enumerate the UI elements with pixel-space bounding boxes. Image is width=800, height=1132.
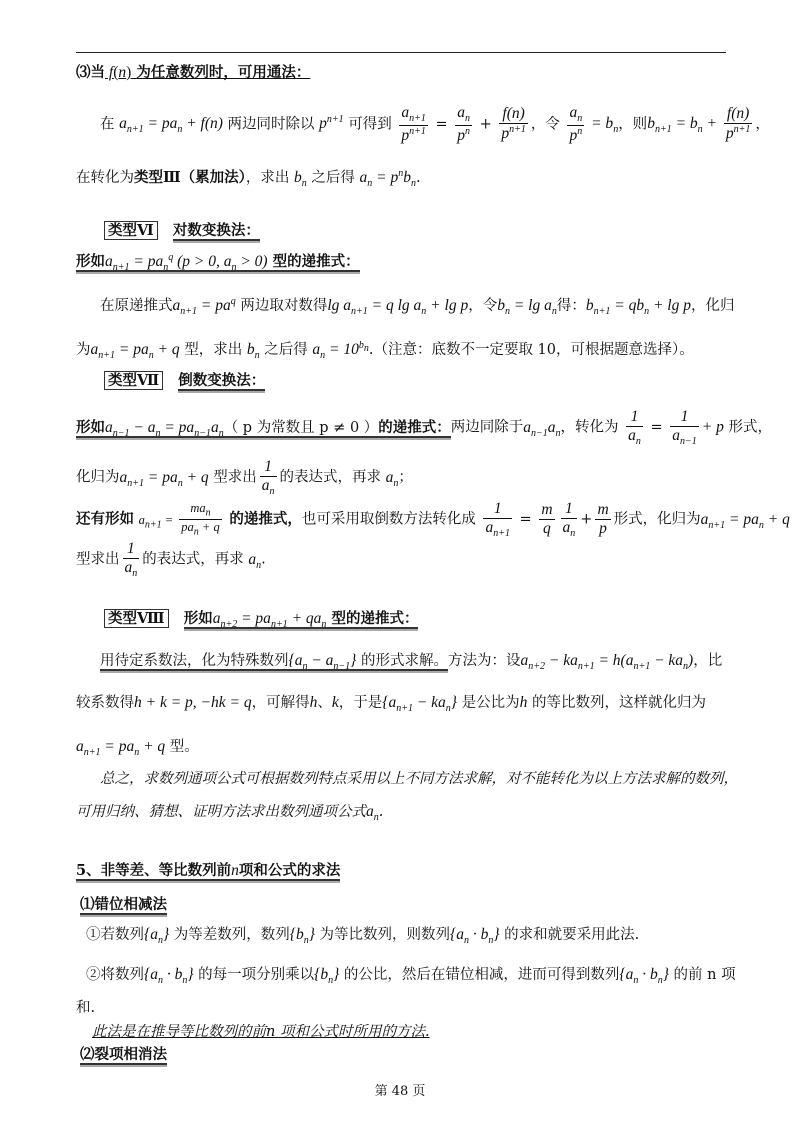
type-7-line-3: 还有形如 $a_{n+1}$ = $\frac{ma_n}{pa_n + q}$ 的递推式，也可采用取倒数方法转化成 $\frac{1}{a_{n+1}}$ = $\frac{m}{q}$ $\frac{1}{a_n}$ + $\frac{m}{p}$ 形式，化归为$a_{n+1} = pa_n + q$ <box>76 500 790 539</box>
section-5-heading: 5、非等差、等比数列前n项和公式的求法 <box>76 862 341 879</box>
type-8-line-1: 用待定系数法，化为特殊数列$\{a_n - a_{n-1}\}$ 的形式求解。方法为：设$a_{n+2} - ka_{n+1} = h(a_{n+1} - ka_n)$，比 <box>100 652 723 673</box>
summary-line-1: 总之，求数列通项公式可根据数列特点采用以上不同方法求解，对不能转化为以上方法求解的数列， <box>100 771 738 787</box>
type-7-heading: 类型Ⅶ 倒数变换法： <box>104 372 754 389</box>
method-note: 此法是在推导等比数列的前n 项和公式时所用的方法. <box>92 1024 430 1040</box>
page-number: 第 48 页 <box>374 1084 426 1099</box>
type-8-line-2: 较系数得h + k = p, −hk = q，可解得h、k，于是$\{a_{n+1} - ka_n\}$ 是公比为h 的等比数列，这样就化归为 <box>76 694 706 715</box>
header-rule <box>76 52 726 53</box>
type-8-tag: 类型Ⅷ <box>104 609 169 628</box>
type-6-heading: 类型Ⅵ 对数变换法： <box>104 222 754 239</box>
subsection-1-heading: ⑴错位相减法 <box>80 896 167 913</box>
type-6-line-1: 在原递推式$a_{n+1} = pa^q$ 两边取对数得$\lg a_{n+1} = q$ $\lg a_n + \lg p$，令$b_n = \lg a_n$得：$b_{n+1} = qb_n + \lg p$，化归 <box>100 296 735 318</box>
type-7-line-1: 形如$a_{n-1} - a_n = pa_{n-1}a_n$（ p 为常数且 p ≠ 0 ）的递推式：两边同除于$a_{n-1}a_n$，转化为 $\frac{1}{a_n}$ = $\frac{1}{a_{n-1}}$ + p 形式， <box>76 408 772 447</box>
type-8-heading: 类型Ⅷ 形如$a_{n+2} = pa_{n+1} + qa_n$ 型的递推式： <box>104 610 754 631</box>
type-6-line-2: 为$a_{n+1} = pa_n + q$ 型，求出 $b_n$ 之后得 $a_n = 10^{b_n}$.（注意：底数不一定要取 10，可根据题意选择）。 <box>76 340 694 362</box>
type-8-line-3: $a_{n+1} = pa_n + q$ 型。 <box>76 738 199 759</box>
section-3-line-2: 在转化为类型Ⅲ（累加法），求出 $b_n$ 之后得 $a_n = p^nb_n$. <box>76 168 421 190</box>
section-3-heading: ⑶当 f(n) 为任意数列时，可用通法： <box>76 64 311 81</box>
section-5-item-1: ①若数列$\{a_n\}$ 为等差数列，数列$\{b_n\}$ 为等比数列，则数列$\{a_n \cdot b_n\}$ 的求和就要采用此法. <box>86 926 640 947</box>
type-7-line-2: 化归为$a_{n+1} = pa_n + q$ 型求出 $\frac{1}{a_n}$ 的表达式，再求 $a_n$； <box>76 458 413 497</box>
section-5-item-2-cont: 和. <box>76 1000 96 1016</box>
section-5-item-2: ②将数列$\{a_n \cdot b_n\}$ 的每一项分别乘以$\{b_n\}$ 的公比，然后在错位相减，进而可得到数列$\{a_n \cdot b_n\}$ 的前 n 项 <box>86 966 736 987</box>
type-7-tag: 类型Ⅶ <box>104 371 163 390</box>
type-6-tag: 类型Ⅵ <box>104 221 158 240</box>
summary-line-2: 可用归纳、猜想、证明方法求出数列通项公式$a_n$. <box>76 803 384 824</box>
type-7-line-4: 型求出 $\frac{1}{a_n}$ 的表达式，再求 $a_n$. <box>76 540 266 579</box>
type-6-form: 形如$a_{n+1} = pa_n^q$ (p > 0, $a_n > 0$) 型的递推式： <box>76 252 360 274</box>
subsection-2-heading: ⑵裂项相消法 <box>80 1046 167 1063</box>
section-3-line-1: 在 $a_{n+1} = pa_n + f(n)$ 两边同时除以 $p^{n+1}$ 可得到 $\frac{a_{n+1}}{p^{n+1}}$ = $\frac{a_n}{p^n}$ + $\frac{f(n)}{p^{n+1}}$ ，令 $\frac{a_n}{p^n}$ = $b_n$，则$b_{n+1} = b_n$ + $\frac{f(n)}{p^{n+1}}$ ， <box>100 104 770 144</box>
